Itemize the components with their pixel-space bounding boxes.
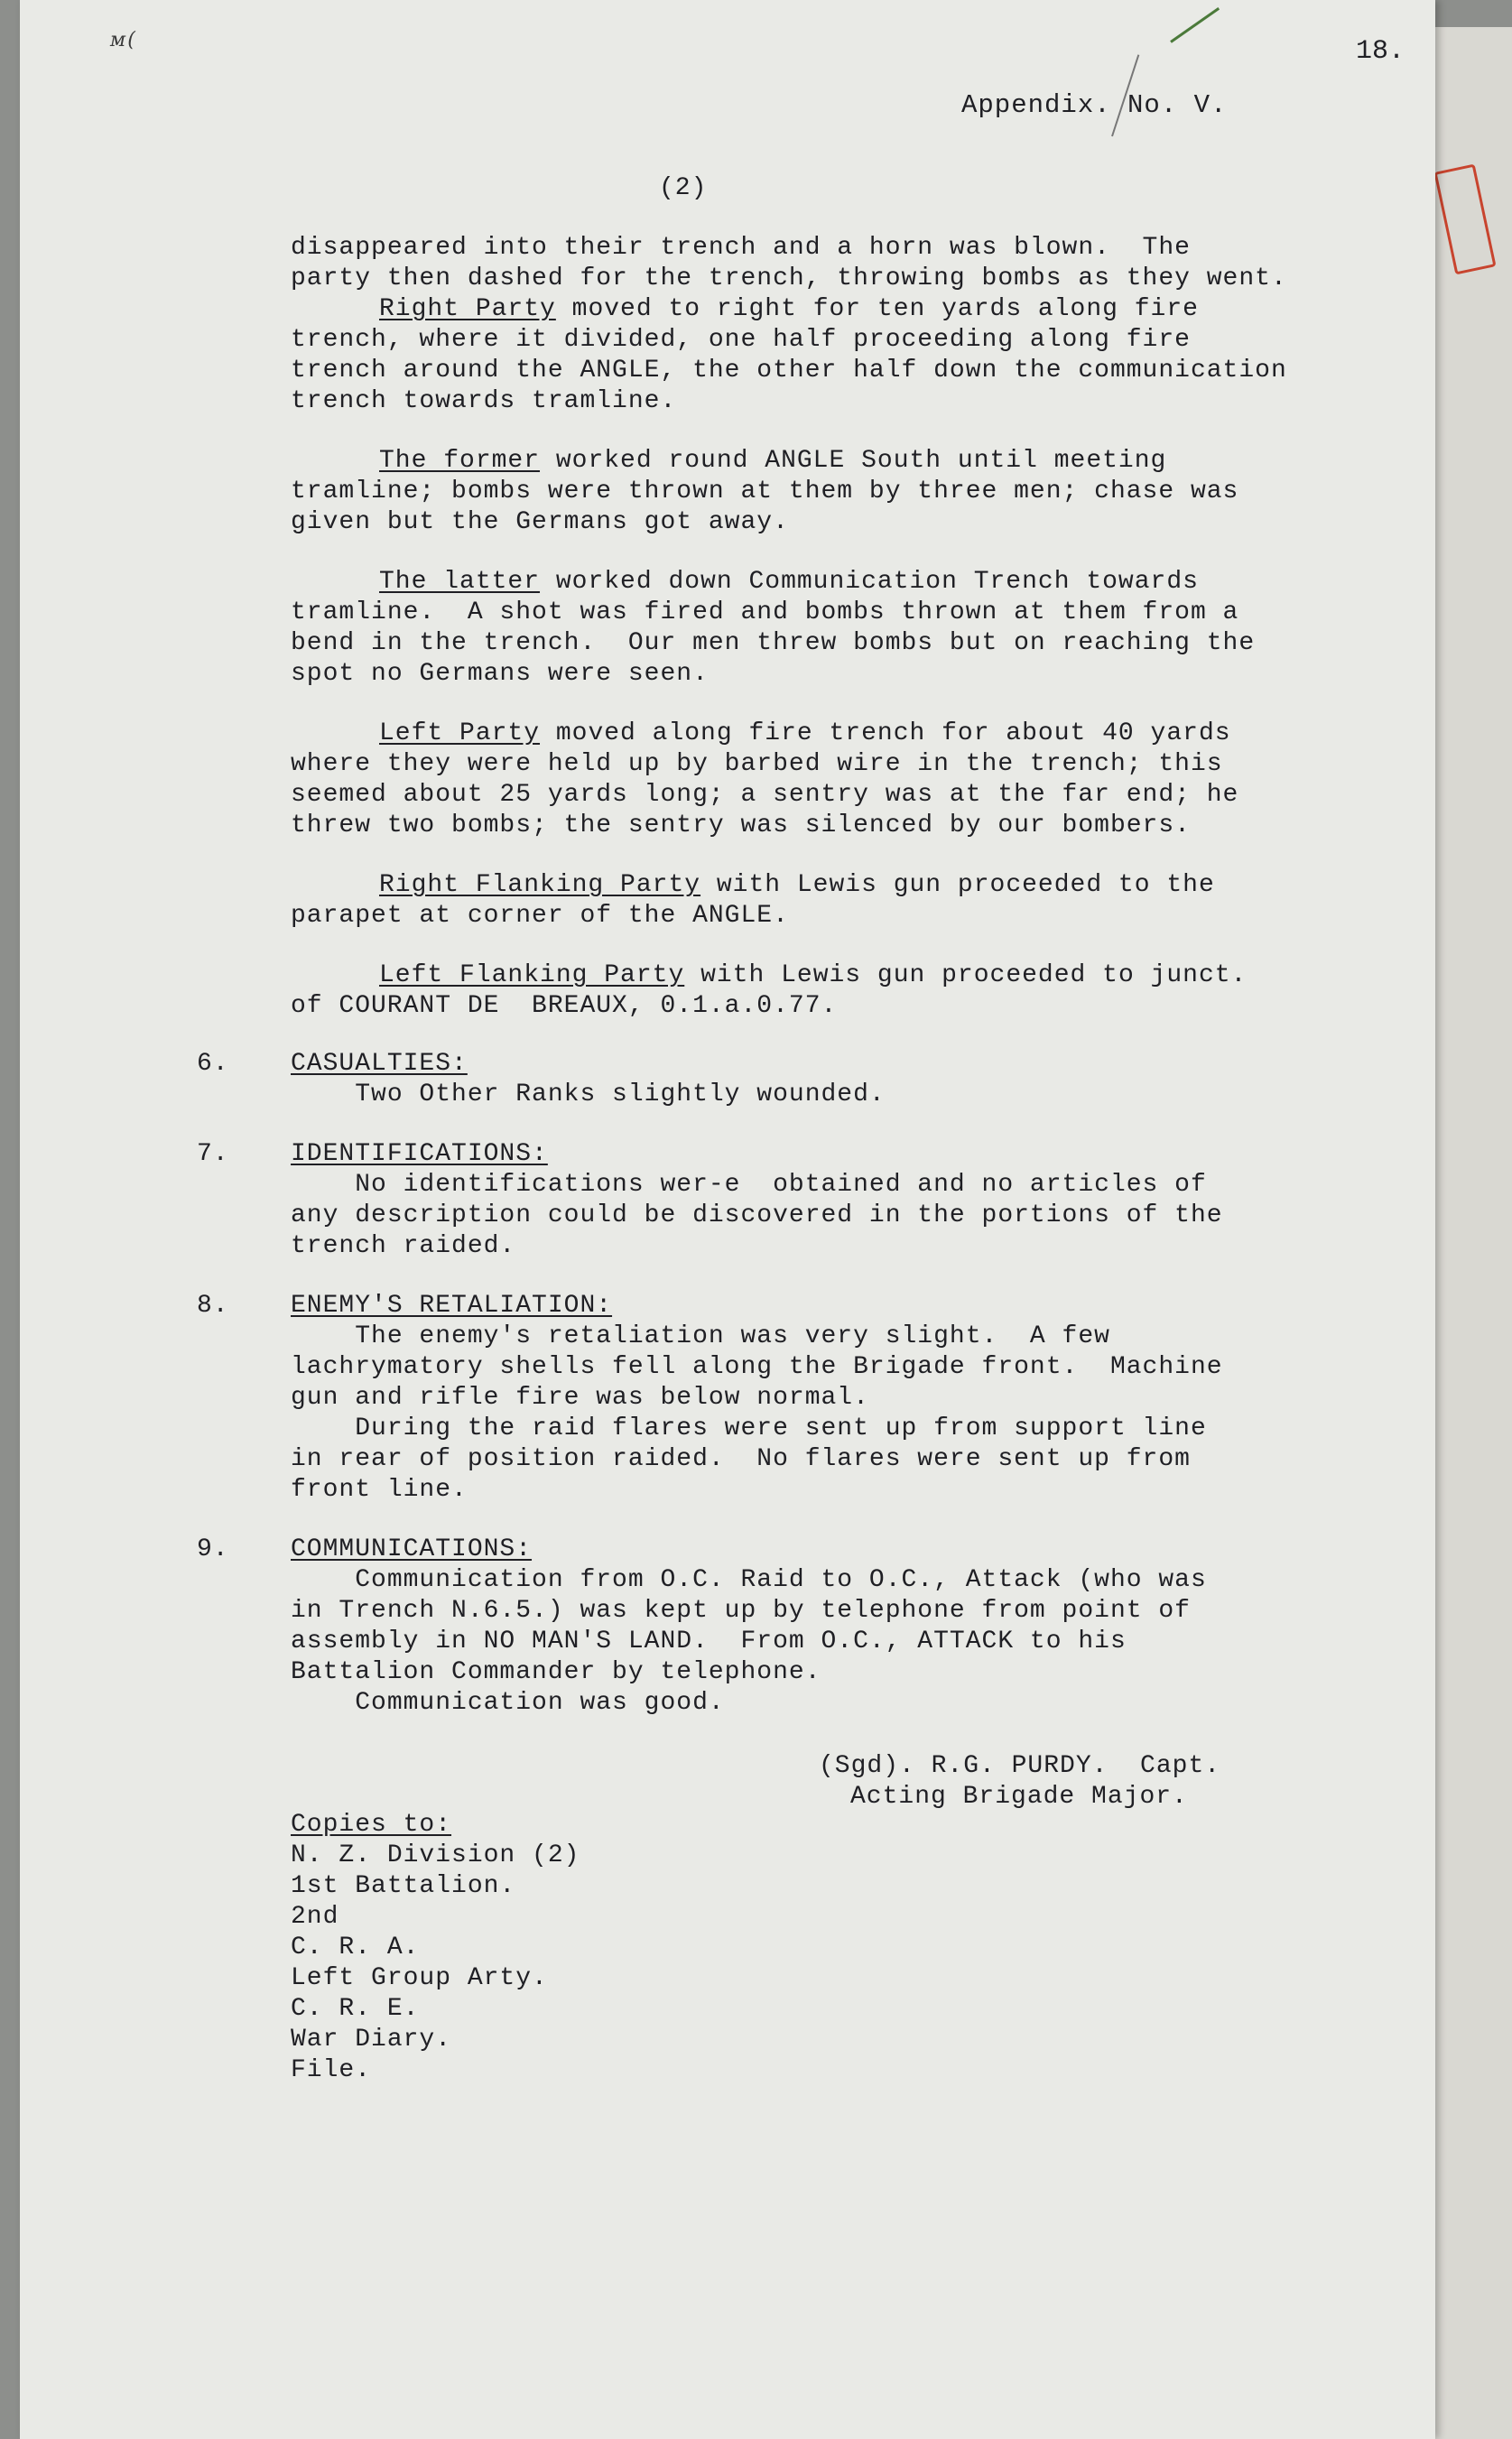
retaliation-line-5: in rear of position raided. No flares were sent up from: [291, 1445, 1191, 1473]
right-flanking-line-2: parapet at corner of the ANGLE.: [291, 902, 789, 930]
identifications-heading: IDENTIFICATIONS:: [291, 1140, 548, 1168]
copies-item: 2nd: [291, 1903, 339, 1931]
latter-line-4: spot no Germans were seen.: [291, 660, 709, 688]
right-flanking-line-1: Right Flanking Party with Lewis gun proceeded to the: [379, 871, 1215, 899]
former-line-3: given but the Germans got away.: [291, 508, 789, 536]
former-line-2: tramline; bombs were thrown at them by three men; chase was: [291, 478, 1239, 505]
right-party-line-3: trench around the ANGLE, the other half down the communication: [291, 357, 1287, 385]
section-number-8: 8.: [197, 1292, 229, 1320]
right-flanking-heading: Right Flanking Party: [379, 871, 701, 899]
right-party-heading: Right Party: [379, 295, 556, 323]
identifications-line-1: No identifications wer-e obtained and no articles of: [291, 1171, 1207, 1199]
right-party-line-1: Right Party moved to right for ten yards along fire: [379, 295, 1199, 323]
signature-line-2: Acting Brigade Major.: [850, 1783, 1188, 1811]
corner-pencil-mark: ᴍ (: [110, 29, 135, 51]
retaliation-heading: ENEMY'S RETALIATION:: [291, 1292, 613, 1320]
casualties-heading: CASUALTIES:: [291, 1050, 468, 1078]
retaliation-line-2: lachrymatory shells fell along the Brigade front. Machine: [291, 1353, 1223, 1381]
page-number: 18.: [1356, 36, 1405, 67]
sheet-number: (2): [659, 174, 708, 202]
right-party-line-4: trench towards tramline.: [291, 387, 677, 415]
left-flanking-heading: Left Flanking Party: [379, 961, 685, 989]
former-heading: The former: [379, 447, 541, 475]
latter-line-1: The latter worked down Communication Trench towards: [379, 568, 1199, 596]
copies-item: 1st Battalion.: [291, 1872, 516, 1900]
section-number-6: 6.: [197, 1050, 229, 1078]
latter-line-3: bend in the trench. Our men threw bombs but on reaching the: [291, 629, 1256, 657]
signature-line-1: (Sgd). R.G. PURDY. Capt.: [819, 1752, 1221, 1780]
communications-line-4: Battalion Commander by telephone.: [291, 1658, 821, 1686]
communications-heading: COMMUNICATIONS:: [291, 1535, 533, 1563]
right-party-line-2: trench, where it divided, one half proceeding along fire: [291, 326, 1191, 354]
communications-line-2: in Trench N.6.5.) was kept up by telephone from point of: [291, 1597, 1191, 1625]
left-flanking-line-1: Left Flanking Party with Lewis gun proceeded to junct.: [379, 961, 1248, 989]
appendix-label: Appendix. No. V.: [961, 90, 1228, 120]
retaliation-line-1: The enemy's retaliation was very slight. A few: [291, 1322, 1110, 1350]
latter-line-2: tramline. A shot was fired and bombs thrown at them from a: [291, 598, 1239, 626]
left-party-line-2: where they were held up by barbed wire in the trench; this: [291, 750, 1223, 778]
latter-heading: The latter: [379, 568, 541, 596]
copies-item: File.: [291, 2056, 372, 2084]
section-number-7: 7.: [197, 1140, 229, 1168]
section-number-9: 9.: [197, 1535, 229, 1563]
intro-line-1: disappeared into their trench and a horn was blown. The: [291, 234, 1191, 262]
identifications-line-3: trench raided.: [291, 1232, 516, 1260]
copies-item: C. R. E.: [291, 1995, 420, 2023]
former-line-1: The former worked round ANGLE South until meeting: [379, 447, 1167, 475]
left-flanking-line-2: of COURANT DE BREAUX, 0.1.a.0.77.: [291, 992, 838, 1020]
copies-item: C. R. A.: [291, 1934, 420, 1961]
retaliation-line-3: gun and rifle fire was below normal.: [291, 1384, 869, 1412]
intro-line-2: party then dashed for the trench, throwing bombs as they went.: [291, 264, 1287, 292]
communications-line-5: Communication was good.: [291, 1689, 725, 1717]
document-page: [20, 0, 1435, 2439]
retaliation-line-6: front line.: [291, 1476, 468, 1504]
communications-line-3: assembly in NO MAN'S LAND. From O.C., ATTACK to his: [291, 1628, 1127, 1655]
copies-item: N. Z. Division (2): [291, 1841, 580, 1869]
left-party-heading: Left Party: [379, 719, 541, 747]
copies-heading: Copies to:: [291, 1811, 452, 1839]
left-party-line-4: threw two bombs; the sentry was silenced by our bombers.: [291, 811, 1191, 839]
retaliation-line-4: During the raid flares were sent up from support line: [291, 1414, 1207, 1442]
left-party-line-1: Left Party moved along fire trench for about 40 yards: [379, 719, 1231, 747]
copies-item: Left Group Arty.: [291, 1964, 548, 1992]
green-tick-mark: [1170, 7, 1220, 43]
communications-line-1: Communication from O.C. Raid to O.C., Attack (who was: [291, 1566, 1207, 1594]
copies-item: War Diary.: [291, 2026, 452, 2054]
casualties-line-1: Two Other Ranks slightly wounded.: [291, 1080, 886, 1108]
identifications-line-2: any description could be discovered in the portions of the: [291, 1201, 1223, 1229]
left-party-line-3: seemed about 25 yards long; a sentry was at the far end; he: [291, 781, 1239, 809]
